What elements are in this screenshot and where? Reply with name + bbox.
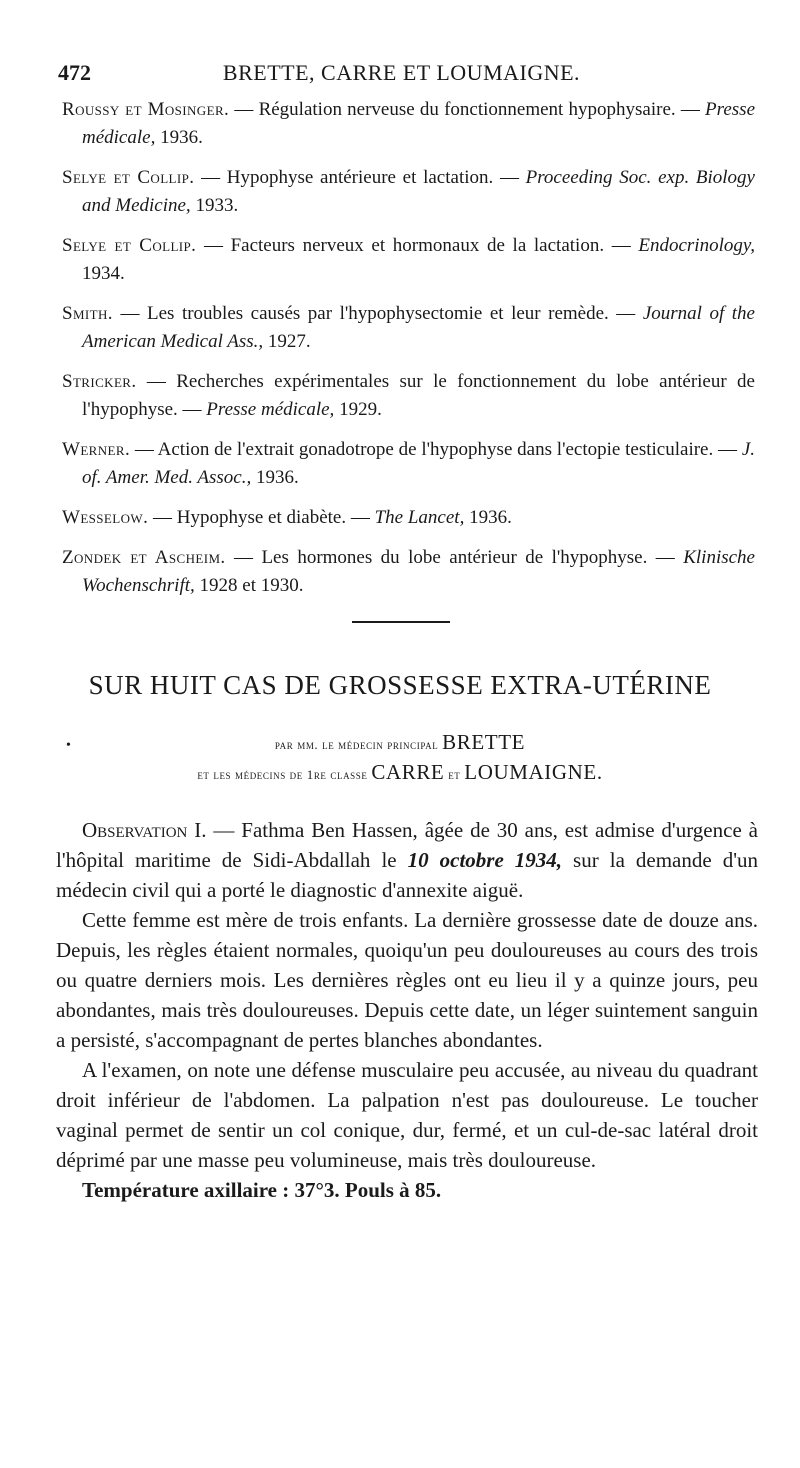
author-name: CARRE (371, 760, 445, 784)
reference-authors: Zondek et Ascheim. (62, 547, 226, 568)
reference-authors: Smith. (62, 303, 113, 324)
byline-prefix: et les médecins de (197, 767, 307, 782)
reference-year: 1934. (82, 263, 125, 284)
byline-connector: et (444, 767, 465, 782)
reference-text: — Hypophyse antérieure et lactation. — (194, 167, 526, 188)
reference-text: — Hypophyse et diabète. — (148, 507, 375, 528)
reference-year: 1928 et 1930. (194, 575, 304, 596)
reference-authors: Stricker. (62, 371, 137, 392)
reference-text: — Recherches expérimentales sur le fonctionnement du lobe antérieur de l'hypophyse. — (82, 371, 755, 420)
reference-text: — Facteurs nerveux et hormonaux de la lactation. — (196, 235, 639, 256)
reference-text: — Action de l'extrait gonadotrope de l'hypophyse dans l'ectopie testiculaire. — (130, 439, 742, 460)
reference-entry (62, 436, 755, 492)
byline-primary (40, 730, 760, 755)
reference-authors: Wesselow. (62, 507, 149, 528)
observation-text: sur la demande d'un médecin civil qui a porté le diagnostic d'annexite aiguë. (56, 848, 758, 902)
temperature-line: Température axillaire : 37°3. Pouls à 85. (82, 1178, 442, 1202)
reference-list (62, 96, 755, 612)
reference-text: — Les troubles causés par l'hypophysectomie et leur remède. — (112, 303, 643, 324)
running-head: BRETTE, CARRE ET LOUMAIGNE. (222, 60, 581, 85)
page-number: 472 (58, 60, 91, 85)
author-name: LOUMAIGNE. (464, 760, 603, 784)
reference-entry (62, 544, 755, 600)
reference-entry (62, 164, 755, 220)
body-paragraph: A l'examen, on note une défense musculaire peu accusée, au niveau du quadrant droit inférieur de l'abdomen. La palpation n'est pas douloureuse. Le toucher vaginal permet de sentir un col conique, dur, fermé, et un cul-de-sac latéral droit déprimé par une masse peu volumineuse, mais très douloureuse. (56, 1058, 758, 1172)
article-body (56, 815, 758, 1205)
bullet-mark: • (66, 738, 71, 753)
reference-year: 1936. (251, 467, 299, 488)
reference-year: 1927. (263, 331, 311, 352)
reference-year: 1929. (334, 399, 382, 420)
observation-text: — Fathma Ben Hassen, âgée de 30 ans, est admise d'urgence à l'hôpital maritime de Sidi-Abdallah le (56, 818, 758, 872)
reference-year: 1936. (155, 127, 203, 148)
byline-connector: classe (326, 767, 372, 782)
observation-label: Observation I. (82, 818, 207, 842)
reference-entry (62, 368, 755, 424)
reference-source: Journal of the American Medical Ass., (82, 303, 755, 352)
reference-text: — Régulation nerveuse du fonctionnement hypophysaire. — (229, 99, 706, 120)
reference-entry (62, 96, 755, 152)
page-header (58, 60, 745, 94)
author-name: BRETTE (442, 730, 526, 754)
article-title: SUR HUIT CAS DE GROSSESSE EXTRA-UTÉRINE (88, 670, 712, 700)
reference-source: J. of. Amer. Med. Assoc., (82, 439, 755, 488)
reference-authors: Roussy et Mosinger. (62, 99, 230, 120)
observation-paragraph (56, 815, 758, 905)
body-paragraph: Cette femme est mère de trois enfants. La dernière grossesse date de douze ans. Depuis, les règles étaient normales, quoiqu'un peu douloureuses au cours des trois ou quatre derniers mois. Les dernières règles ont eu lieu il y a quinze jours, peu abondantes, mais très douloureuses. Depuis cette date, un léger suintement sanguin a persisté, s'accompagnant de pertes blanches abondantes. (56, 908, 758, 1052)
reference-authors: Werner. (62, 439, 131, 460)
reference-source: Klinische Wochenschrift, (82, 547, 755, 596)
reference-source: The Lancet, (374, 507, 465, 528)
reference-authors: Selye et Collip. (62, 235, 197, 256)
byline-prefix: par mm. le médecin principal (274, 737, 443, 752)
reference-entry (62, 232, 755, 288)
observation-date: 10 octobre 1934, (407, 848, 563, 872)
reference-year: 1933. (190, 195, 239, 216)
byline-class: 1re (306, 767, 327, 782)
reference-text: — Les hormones du lobe antérieur de l'hypophyse. — (225, 547, 684, 568)
reference-source: Proceeding Soc. exp. Biology and Medicine, (82, 167, 755, 216)
section-divider (352, 621, 450, 623)
reference-source: Presse médicale, (82, 99, 755, 148)
reference-year: 1936. (464, 507, 512, 528)
reference-authors: Selye et Collip. (62, 167, 195, 188)
reference-entry (62, 504, 755, 532)
reference-entry (62, 300, 755, 356)
byline-secondary (40, 760, 760, 785)
reference-source: Presse médicale, (206, 399, 335, 420)
reference-source: Endocrinology, (638, 235, 755, 256)
